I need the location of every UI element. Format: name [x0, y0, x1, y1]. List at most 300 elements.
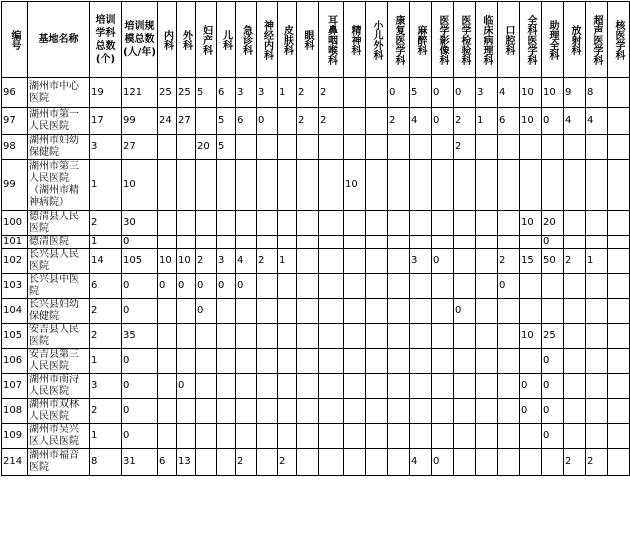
cell-value: 0 [542, 108, 564, 135]
cell-value [257, 349, 278, 374]
cell-value: 0 [498, 274, 520, 299]
cell-value [586, 160, 608, 211]
cell-subjects: 14 [90, 249, 122, 274]
cell-value: 0 [196, 274, 217, 299]
cell-value: 0 [217, 274, 236, 299]
header-spec: 助理全科 [542, 2, 564, 78]
cell-value: 5 [410, 78, 432, 108]
cell-value [608, 236, 630, 249]
cell-value [564, 160, 586, 211]
cell-scale: 99 [122, 108, 158, 135]
cell-value [608, 374, 630, 399]
cell-value [158, 324, 177, 349]
cell-value [236, 211, 257, 236]
cell-value [498, 374, 520, 399]
cell-name: 德清县人民医院 [28, 211, 90, 236]
cell-value: 0 [542, 374, 564, 399]
cell-value: 13 [177, 449, 196, 476]
cell-value [344, 449, 366, 476]
cell-code: 106 [2, 349, 28, 374]
cell-value [520, 449, 542, 476]
cell-value [196, 449, 217, 476]
cell-value [319, 424, 344, 449]
cell-value [608, 78, 630, 108]
cell-value [319, 349, 344, 374]
cell-code: 97 [2, 108, 28, 135]
cell-value [498, 160, 520, 211]
cell-value [608, 349, 630, 374]
cell-value [608, 108, 630, 135]
cell-scale: 0 [122, 374, 158, 399]
cell-scale: 10 [122, 160, 158, 211]
cell-value [564, 374, 586, 399]
cell-value [278, 399, 297, 424]
cell-name: 湖州市妇幼保健院 [28, 135, 90, 160]
cell-value [366, 424, 388, 449]
cell-value [608, 449, 630, 476]
cell-value [236, 135, 257, 160]
cell-value [344, 399, 366, 424]
cell-value [454, 249, 476, 274]
cell-value [257, 449, 278, 476]
cell-value: 2 [388, 108, 410, 135]
cell-name: 长兴县妇幼保健院 [28, 299, 90, 324]
cell-value: 6 [498, 108, 520, 135]
cell-value [297, 160, 319, 211]
cell-value [542, 449, 564, 476]
cell-value [257, 274, 278, 299]
cell-value [608, 211, 630, 236]
header-spec: 小儿外科 [366, 2, 388, 78]
cell-value [344, 236, 366, 249]
cell-value [454, 324, 476, 349]
cell-value: 2 [196, 249, 217, 274]
cell-value [278, 349, 297, 374]
cell-value [196, 108, 217, 135]
cell-subjects: 1 [90, 349, 122, 374]
cell-value [319, 374, 344, 399]
header-spec: 临床病理科 [476, 2, 498, 78]
cell-subjects: 8 [90, 449, 122, 476]
cell-value [344, 274, 366, 299]
cell-value: 6 [158, 449, 177, 476]
cell-value: 10 [520, 108, 542, 135]
cell-value: 2 [278, 449, 297, 476]
cell-value [410, 274, 432, 299]
cell-value [454, 211, 476, 236]
cell-value [177, 299, 196, 324]
cell-name: 安吉县人民医院 [28, 324, 90, 349]
cell-value [297, 374, 319, 399]
cell-value [454, 274, 476, 299]
cell-value: 0 [520, 374, 542, 399]
cell-value [542, 299, 564, 324]
cell-value: 0 [177, 274, 196, 299]
cell-subjects: 6 [90, 274, 122, 299]
cell-value: 5 [217, 135, 236, 160]
cell-subjects: 3 [90, 135, 122, 160]
header-spec: 麻醉科 [410, 2, 432, 78]
cell-value: 2 [297, 108, 319, 135]
cell-scale: 105 [122, 249, 158, 274]
cell-value [319, 236, 344, 249]
cell-value [586, 236, 608, 249]
header-spec: 放射科 [564, 2, 586, 78]
cell-value [278, 135, 297, 160]
table-row [2, 324, 630, 349]
cell-value [366, 160, 388, 211]
cell-value [217, 324, 236, 349]
cell-code: 98 [2, 135, 28, 160]
cell-value: 0 [542, 399, 564, 424]
header-spec: 急诊科 [236, 2, 257, 78]
cell-value [196, 160, 217, 211]
cell-value: 9 [564, 78, 586, 108]
header-spec: 儿科 [217, 2, 236, 78]
cell-name: 湖州市第三人民医院（湖州市精神病院） [28, 160, 90, 211]
header-spec: 皮肤科 [278, 2, 297, 78]
cell-value [476, 374, 498, 399]
table-row [2, 299, 630, 324]
cell-scale: 0 [122, 349, 158, 374]
cell-value [217, 449, 236, 476]
cell-value [257, 236, 278, 249]
cell-value: 0 [542, 236, 564, 249]
cell-value [476, 349, 498, 374]
cell-value: 0 [177, 374, 196, 399]
cell-value: 0 [388, 78, 410, 108]
cell-name: 湖州市中心医院 [28, 78, 90, 108]
cell-value [586, 424, 608, 449]
cell-value [319, 299, 344, 324]
cell-value [520, 236, 542, 249]
cell-value [236, 160, 257, 211]
cell-value [498, 399, 520, 424]
cell-value [454, 374, 476, 399]
cell-value [366, 324, 388, 349]
cell-value [196, 324, 217, 349]
cell-name: 湖州市双林人民医院 [28, 399, 90, 424]
cell-value [366, 135, 388, 160]
table-row [2, 449, 630, 476]
cell-value [520, 274, 542, 299]
table-row [2, 211, 630, 236]
cell-value: 0 [257, 108, 278, 135]
cell-value [196, 374, 217, 399]
cell-value [586, 349, 608, 374]
table-row [2, 424, 630, 449]
cell-subjects: 2 [90, 299, 122, 324]
cell-value [158, 374, 177, 399]
cell-value [564, 236, 586, 249]
cell-value [319, 399, 344, 424]
cell-value [366, 449, 388, 476]
cell-name: 安吉县第三人民医院 [28, 349, 90, 374]
cell-value [410, 399, 432, 424]
cell-value: 20 [542, 211, 564, 236]
cell-value [319, 324, 344, 349]
cell-value [196, 424, 217, 449]
cell-value: 0 [520, 399, 542, 424]
cell-value [432, 274, 454, 299]
cell-value [476, 236, 498, 249]
cell-value [297, 349, 319, 374]
cell-subjects: 2 [90, 399, 122, 424]
cell-value [454, 236, 476, 249]
cell-value [158, 424, 177, 449]
cell-scale: 0 [122, 424, 158, 449]
cell-value [344, 78, 366, 108]
cell-value: 0 [542, 424, 564, 449]
cell-value [217, 236, 236, 249]
cell-name: 湖州市南浔人民医院 [28, 374, 90, 399]
cell-value [476, 160, 498, 211]
cell-value: 1 [476, 108, 498, 135]
cell-value [476, 135, 498, 160]
header-spec: 康复医学科 [388, 2, 410, 78]
cell-value: 50 [542, 249, 564, 274]
cell-value: 0 [454, 299, 476, 324]
cell-value: 3 [236, 78, 257, 108]
cell-code: 101 [2, 236, 28, 249]
cell-value [608, 274, 630, 299]
cell-value [217, 160, 236, 211]
cell-value [278, 160, 297, 211]
cell-value [454, 424, 476, 449]
cell-value: 2 [257, 249, 278, 274]
cell-value [586, 274, 608, 299]
cell-value [344, 211, 366, 236]
cell-value [476, 274, 498, 299]
cell-value [158, 211, 177, 236]
cell-value [432, 160, 454, 211]
cell-value [542, 135, 564, 160]
cell-code: 100 [2, 211, 28, 236]
cell-value [586, 374, 608, 399]
cell-value [158, 399, 177, 424]
table-row [2, 78, 630, 108]
table-row [2, 236, 630, 249]
cell-value [520, 160, 542, 211]
cell-value: 2 [586, 449, 608, 476]
cell-value [278, 424, 297, 449]
cell-value [432, 399, 454, 424]
cell-value [388, 211, 410, 236]
cell-value [388, 449, 410, 476]
cell-value: 6 [217, 78, 236, 108]
cell-value: 0 [432, 78, 454, 108]
header-spec: 内科 [158, 2, 177, 78]
cell-name: 湖州市第一人民医院 [28, 108, 90, 135]
cell-value [257, 299, 278, 324]
cell-code: 102 [2, 249, 28, 274]
table-body [2, 78, 630, 476]
cell-value [158, 135, 177, 160]
cell-code: 105 [2, 324, 28, 349]
cell-value: 4 [410, 449, 432, 476]
cell-value: 5 [217, 108, 236, 135]
cell-value: 25 [177, 78, 196, 108]
cell-subjects: 19 [90, 78, 122, 108]
cell-value: 10 [344, 160, 366, 211]
cell-value [297, 274, 319, 299]
cell-value: 4 [586, 108, 608, 135]
cell-value [586, 324, 608, 349]
cell-value: 10 [520, 211, 542, 236]
cell-value [297, 424, 319, 449]
cell-value [542, 274, 564, 299]
cell-scale: 30 [122, 211, 158, 236]
cell-subjects: 17 [90, 108, 122, 135]
cell-value: 1 [586, 249, 608, 274]
cell-value [344, 249, 366, 274]
cell-value [177, 349, 196, 374]
cell-value [217, 299, 236, 324]
cell-value [608, 324, 630, 349]
cell-scale: 0 [122, 274, 158, 299]
cell-subjects: 1 [90, 236, 122, 249]
cell-value [278, 299, 297, 324]
cell-value [319, 135, 344, 160]
header-spec: 核医学科 [608, 2, 630, 78]
cell-value [432, 135, 454, 160]
cell-value: 0 [432, 249, 454, 274]
cell-value [297, 324, 319, 349]
cell-value [476, 449, 498, 476]
cell-subjects: 2 [90, 211, 122, 236]
cell-value [564, 135, 586, 160]
header-code: 编号 [2, 2, 28, 78]
cell-value [366, 78, 388, 108]
cell-value [319, 274, 344, 299]
cell-value [177, 424, 196, 449]
cell-value [344, 374, 366, 399]
header-spec: 医学影像科 [432, 2, 454, 78]
table-row [2, 274, 630, 299]
cell-value [366, 236, 388, 249]
cell-value [498, 424, 520, 449]
cell-value: 8 [586, 78, 608, 108]
cell-value: 10 [520, 78, 542, 108]
cell-value [236, 349, 257, 374]
cell-value [388, 274, 410, 299]
cell-value [257, 160, 278, 211]
header-spec: 精神科 [344, 2, 366, 78]
table-row [2, 160, 630, 211]
cell-code: 108 [2, 399, 28, 424]
cell-value [278, 324, 297, 349]
cell-value [177, 324, 196, 349]
table-row [2, 135, 630, 160]
cell-value: 2 [236, 449, 257, 476]
cell-value [257, 424, 278, 449]
header-spec: 神经内科 [257, 2, 278, 78]
cell-value [366, 249, 388, 274]
header-spec: 眼科 [297, 2, 319, 78]
cell-value [410, 374, 432, 399]
cell-value [297, 249, 319, 274]
cell-value [586, 135, 608, 160]
cell-value [217, 349, 236, 374]
cell-value [366, 349, 388, 374]
cell-scale: 0 [122, 299, 158, 324]
cell-value [410, 424, 432, 449]
cell-value [520, 424, 542, 449]
header-spec: 耳鼻咽喉科 [319, 2, 344, 78]
cell-value [608, 249, 630, 274]
cell-value [476, 299, 498, 324]
cell-value [564, 299, 586, 324]
cell-value [196, 211, 217, 236]
cell-value [158, 349, 177, 374]
cell-value [278, 236, 297, 249]
cell-value [410, 135, 432, 160]
cell-name: 长兴县人民医院 [28, 249, 90, 274]
cell-value [366, 374, 388, 399]
cell-value [177, 211, 196, 236]
cell-value [177, 399, 196, 424]
cell-value [388, 135, 410, 160]
cell-name: 湖州市福音医院 [28, 449, 90, 476]
cell-value [177, 236, 196, 249]
cell-value: 25 [158, 78, 177, 108]
cell-value: 0 [196, 299, 217, 324]
header-row [2, 2, 630, 78]
cell-value: 2 [454, 135, 476, 160]
cell-value: 25 [542, 324, 564, 349]
cell-value [297, 449, 319, 476]
table-row [2, 249, 630, 274]
table-row [2, 349, 630, 374]
cell-value [196, 236, 217, 249]
cell-scale: 0 [122, 236, 158, 249]
cell-value: 3 [217, 249, 236, 274]
cell-code: 214 [2, 449, 28, 476]
cell-value: 24 [158, 108, 177, 135]
cell-value [217, 374, 236, 399]
cell-value [217, 424, 236, 449]
cell-value [388, 349, 410, 374]
cell-value [158, 236, 177, 249]
cell-value: 2 [564, 449, 586, 476]
cell-value: 1 [278, 249, 297, 274]
cell-value [586, 399, 608, 424]
cell-value [388, 160, 410, 211]
cell-code: 96 [2, 78, 28, 108]
cell-value [608, 135, 630, 160]
cell-value [608, 399, 630, 424]
cell-value [388, 374, 410, 399]
cell-value [410, 211, 432, 236]
cell-value [257, 135, 278, 160]
cell-value [236, 236, 257, 249]
cell-value [476, 211, 498, 236]
cell-subjects: 2 [90, 324, 122, 349]
cell-value [564, 424, 586, 449]
cell-value: 6 [236, 108, 257, 135]
cell-value [297, 211, 319, 236]
cell-value [564, 349, 586, 374]
cell-value [278, 274, 297, 299]
cell-value: 0 [432, 108, 454, 135]
cell-value [454, 349, 476, 374]
cell-value: 15 [520, 249, 542, 274]
cell-value [388, 236, 410, 249]
cell-value [344, 349, 366, 374]
cell-value [498, 236, 520, 249]
cell-subjects: 1 [90, 160, 122, 211]
cell-value [454, 449, 476, 476]
